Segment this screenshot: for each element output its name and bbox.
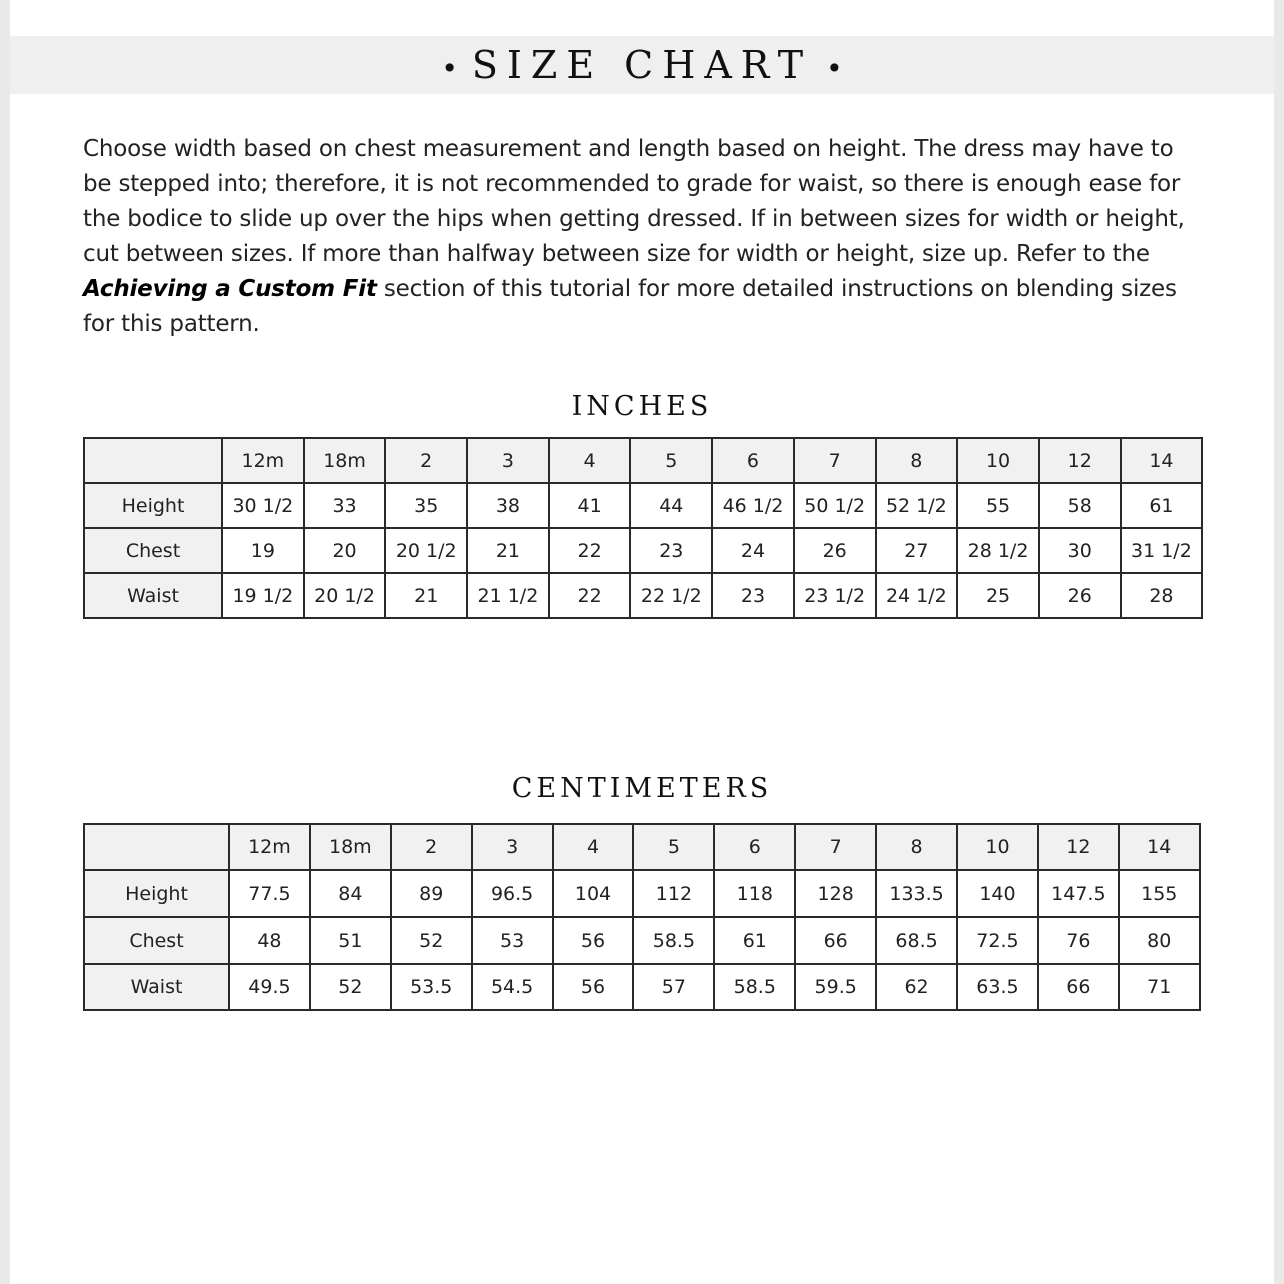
measurement-cell: 96.5 [472, 870, 553, 917]
measurement-cell: 84 [310, 870, 391, 917]
measurement-cell: 77.5 [229, 870, 310, 917]
title-text: SIZE CHART [471, 43, 813, 87]
size-header-cell: 3 [472, 824, 553, 870]
row-label: Waist [84, 964, 229, 1010]
size-header-cell: 6 [712, 438, 794, 483]
intro-paragraph [83, 132, 1198, 342]
corner-cell [84, 824, 229, 870]
measurement-cell: 44 [630, 483, 712, 528]
measurement-cell: 68.5 [876, 917, 957, 964]
size-header-cell: 5 [633, 824, 714, 870]
size-header-cell: 10 [957, 824, 1038, 870]
measurement-cell: 128 [795, 870, 876, 917]
measurement-cell: 28 [1121, 573, 1203, 618]
measurement-cell: 66 [795, 917, 876, 964]
measurement-cell: 59.5 [795, 964, 876, 1010]
measurement-cell: 50 1/2 [794, 483, 876, 528]
measurement-cell: 23 [712, 573, 794, 618]
measurement-cell: 41 [549, 483, 631, 528]
title-bullet-left: • [441, 51, 458, 85]
measurement-cell: 112 [633, 870, 714, 917]
size-header-cell: 8 [876, 438, 958, 483]
intro-text-1: Choose width based on chest measurement and length based on height. The dress may have to be stepped into; therefore, it is not recommended to grade for waist, so there is enough ease for the bodice to slide up over the hips when getting dressed. If in between sizes for width or height, cut between sizes. If more than halfway between size for width or height, size up. Refer to the [83, 136, 1185, 267]
measurement-cell: 58 [1039, 483, 1121, 528]
size-header-cell: 18m [304, 438, 386, 483]
measurement-cell: 19 1/2 [222, 573, 304, 618]
size-header-cell: 4 [553, 824, 634, 870]
measurement-cell: 22 1/2 [630, 573, 712, 618]
measurement-cell: 61 [714, 917, 795, 964]
inches-size-row [84, 438, 1202, 483]
measurement-cell: 63.5 [957, 964, 1038, 1010]
measurement-cell: 21 [467, 528, 549, 573]
measurement-cell: 133.5 [876, 870, 957, 917]
cm-waist-row [84, 964, 1200, 1010]
measurement-cell: 52 [310, 964, 391, 1010]
measurement-cell: 24 1/2 [876, 573, 958, 618]
measurement-cell: 26 [794, 528, 876, 573]
intro-emphasis: Achieving a Custom Fit [83, 276, 377, 302]
size-header-cell: 12 [1038, 824, 1119, 870]
size-header-cell: 12 [1039, 438, 1121, 483]
size-header-cell: 4 [549, 438, 631, 483]
measurement-cell: 54.5 [472, 964, 553, 1010]
size-header-cell: 14 [1119, 824, 1200, 870]
title-bullet-right: • [826, 51, 843, 85]
measurement-cell: 19 [222, 528, 304, 573]
size-header-cell: 12m [229, 824, 310, 870]
row-label: Height [84, 870, 229, 917]
inches-title: INCHES [571, 391, 713, 422]
size-header-cell: 5 [630, 438, 712, 483]
size-header-cell: 3 [467, 438, 549, 483]
measurement-cell: 104 [553, 870, 634, 917]
measurement-cell: 24 [712, 528, 794, 573]
measurement-cell: 27 [876, 528, 958, 573]
measurement-cell: 38 [467, 483, 549, 528]
row-label: Height [84, 483, 222, 528]
measurement-cell: 21 [385, 573, 467, 618]
measurement-cell: 49.5 [229, 964, 310, 1010]
measurement-cell: 89 [391, 870, 472, 917]
size-header-cell: 8 [876, 824, 957, 870]
inches-chest-row [84, 528, 1202, 573]
measurement-cell: 28 1/2 [957, 528, 1039, 573]
centimeters-title: CENTIMETERS [511, 773, 773, 804]
measurement-cell: 22 [549, 573, 631, 618]
measurement-cell: 72.5 [957, 917, 1038, 964]
size-header-cell: 2 [391, 824, 472, 870]
measurement-cell: 46 1/2 [712, 483, 794, 528]
size-header-cell: 2 [385, 438, 467, 483]
measurement-cell: 66 [1038, 964, 1119, 1010]
measurement-cell: 31 1/2 [1121, 528, 1203, 573]
row-label: Chest [84, 917, 229, 964]
measurement-cell: 51 [310, 917, 391, 964]
measurement-cell: 52 [391, 917, 472, 964]
measurement-cell: 33 [304, 483, 386, 528]
measurement-cell: 26 [1039, 573, 1121, 618]
measurement-cell: 20 1/2 [385, 528, 467, 573]
cm-size-row [84, 824, 1200, 870]
measurement-cell: 71 [1119, 964, 1200, 1010]
measurement-cell: 25 [957, 573, 1039, 618]
inches-waist-row [84, 573, 1202, 618]
measurement-cell: 30 1/2 [222, 483, 304, 528]
size-header-cell: 18m [310, 824, 391, 870]
size-header-cell: 14 [1121, 438, 1203, 483]
intro-text-2: section of this tutorial for more detailed instructions on blending sizes for this pattern. [83, 276, 1177, 337]
size-header-cell: 7 [795, 824, 876, 870]
measurement-cell: 58.5 [714, 964, 795, 1010]
measurement-cell: 35 [385, 483, 467, 528]
size-header-cell: 6 [714, 824, 795, 870]
measurement-cell: 20 1/2 [304, 573, 386, 618]
measurement-cell: 58.5 [633, 917, 714, 964]
cm-height-row [84, 870, 1200, 917]
measurement-cell: 155 [1119, 870, 1200, 917]
measurement-cell: 48 [229, 917, 310, 964]
measurement-cell: 56 [553, 964, 634, 1010]
cm-chest-row [84, 917, 1200, 964]
page-title [0, 40, 1284, 94]
size-header-cell: 7 [794, 438, 876, 483]
measurement-cell: 57 [633, 964, 714, 1010]
centimeters-table [83, 823, 1201, 1011]
measurement-cell: 80 [1119, 917, 1200, 964]
inches-height-row [84, 483, 1202, 528]
row-label: Waist [84, 573, 222, 618]
measurement-cell: 76 [1038, 917, 1119, 964]
size-header-cell: 12m [222, 438, 304, 483]
size-header-cell: 10 [957, 438, 1039, 483]
measurement-cell: 23 1/2 [794, 573, 876, 618]
measurement-cell: 22 [549, 528, 631, 573]
measurement-cell: 55 [957, 483, 1039, 528]
measurement-cell: 20 [304, 528, 386, 573]
measurement-cell: 147.5 [1038, 870, 1119, 917]
row-label: Chest [84, 528, 222, 573]
measurement-cell: 56 [553, 917, 634, 964]
measurement-cell: 61 [1121, 483, 1203, 528]
measurement-cell: 62 [876, 964, 957, 1010]
measurement-cell: 23 [630, 528, 712, 573]
measurement-cell: 140 [957, 870, 1038, 917]
measurement-cell: 53.5 [391, 964, 472, 1010]
inches-table [83, 437, 1203, 619]
measurement-cell: 30 [1039, 528, 1121, 573]
measurement-cell: 21 1/2 [467, 573, 549, 618]
measurement-cell: 118 [714, 870, 795, 917]
corner-cell [84, 438, 222, 483]
measurement-cell: 52 1/2 [876, 483, 958, 528]
measurement-cell: 53 [472, 917, 553, 964]
